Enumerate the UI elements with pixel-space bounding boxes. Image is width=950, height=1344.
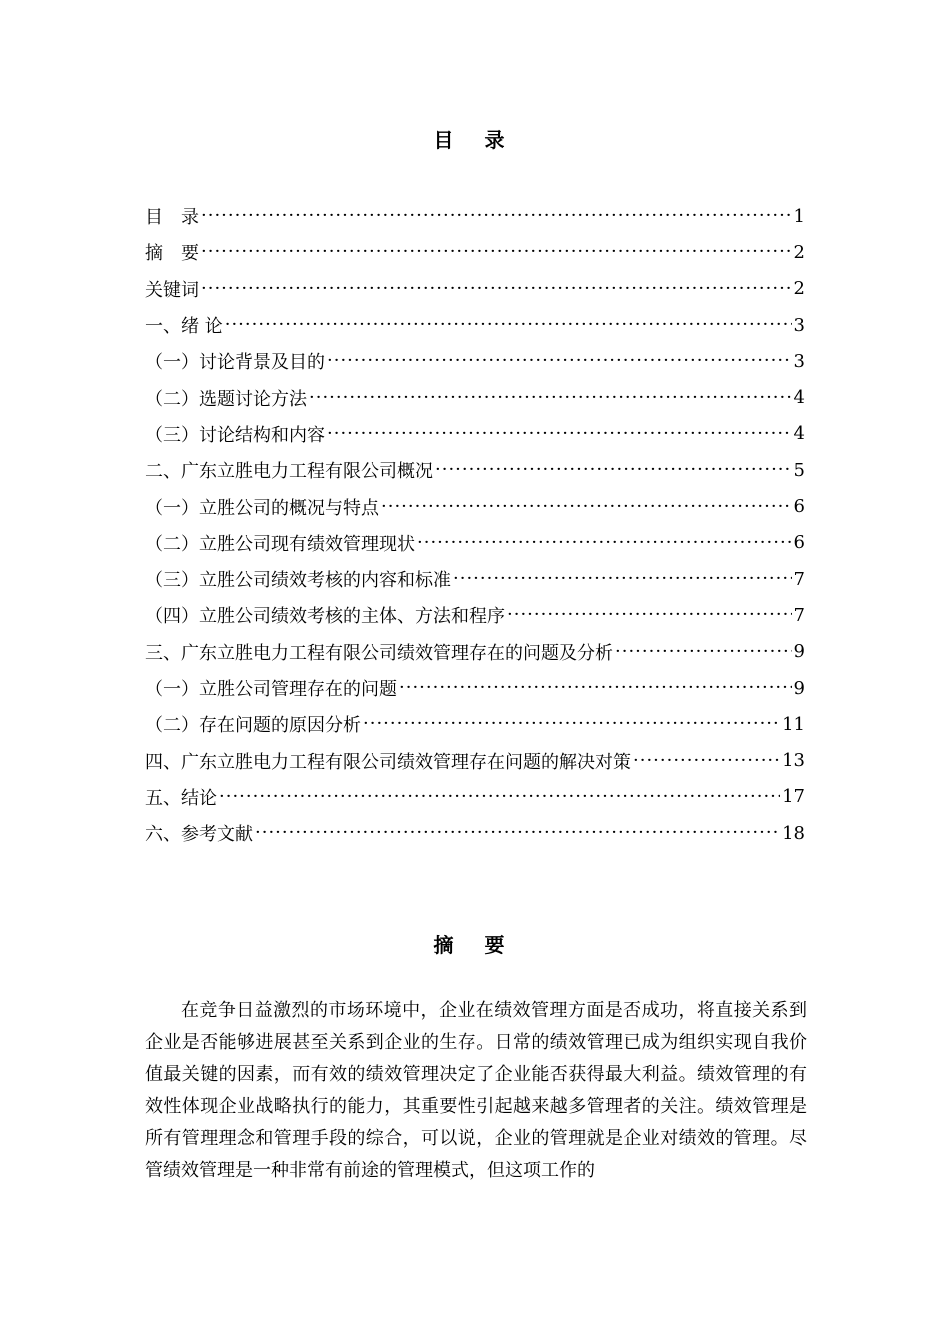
toc-entry[interactable]: [145, 343, 805, 379]
toc-entry[interactable]: [145, 379, 805, 415]
toc-entry-page: 17: [782, 786, 805, 808]
toc-leader-dots: [633, 752, 780, 770]
toc-entry-page: 5: [793, 459, 805, 481]
table-of-contents: [145, 198, 805, 851]
toc-entry-page: 13: [782, 750, 805, 772]
toc-entry-label: （三）讨论结构和内容: [145, 424, 325, 446]
toc-entry[interactable]: [145, 452, 805, 488]
toc-leader-dots: [255, 824, 780, 842]
toc-leader-dots: [327, 425, 792, 443]
toc-entry-page: 4: [793, 387, 805, 409]
toc-entry-page: 9: [793, 641, 805, 663]
toc-entry-label: 二、广东立胜电力工程有限公司概况: [145, 461, 433, 483]
toc-leader-dots: [507, 606, 792, 624]
toc-entry[interactable]: [145, 198, 805, 234]
toc-entry[interactable]: [145, 234, 805, 270]
toc-heading: 目 录: [433, 128, 517, 152]
toc-entry-label: （一）立胜公司的概况与特点: [145, 497, 379, 519]
toc-entry[interactable]: [145, 706, 805, 742]
toc-entry-page: 6: [793, 532, 805, 554]
toc-leader-dots: [219, 788, 780, 806]
toc-entry-label: （一）讨论背景及目的: [145, 352, 325, 374]
toc-entry-page: 7: [793, 604, 805, 626]
toc-entry[interactable]: [145, 670, 805, 706]
toc-entry[interactable]: [145, 561, 805, 597]
toc-entry[interactable]: [145, 779, 805, 815]
toc-entry-page: 7: [793, 568, 805, 590]
toc-leader-dots: [399, 679, 792, 697]
toc-leader-dots: [453, 570, 792, 588]
toc-entry[interactable]: [145, 742, 805, 778]
toc-entry-label: （三）立胜公司绩效考核的内容和标准: [145, 570, 451, 592]
toc-entry[interactable]: [145, 271, 805, 307]
toc-leader-dots: [201, 243, 792, 261]
toc-entry-page: 3: [793, 314, 805, 336]
toc-entry-page: 9: [793, 677, 805, 699]
toc-leader-dots: [615, 643, 792, 661]
toc-entry-label: 四、广东立胜电力工程有限公司绩效管理存在问题的解决对策: [145, 751, 631, 773]
toc-leader-dots: [309, 389, 792, 407]
toc-entry-label: 目 录: [145, 207, 199, 229]
toc-entry-label: （四）立胜公司绩效考核的主体、方法和程序: [145, 606, 505, 628]
toc-leader-dots: [381, 498, 792, 516]
toc-entry-page: 2: [793, 278, 805, 300]
toc-entry-label: 六、参考文献: [145, 824, 253, 846]
toc-entry-label: （二）立胜公司现有绩效管理现状: [145, 533, 415, 555]
toc-entry-page: 6: [793, 496, 805, 518]
toc-leader-dots: [363, 715, 780, 733]
toc-entry-page: 11: [782, 713, 805, 735]
toc-entry-label: （二）选题讨论方法: [145, 388, 307, 410]
toc-entry[interactable]: [145, 815, 805, 851]
toc-entry-page: 2: [793, 241, 805, 263]
toc-entry-label: 一、绪 论: [145, 316, 223, 338]
toc-leader-dots: [417, 534, 792, 552]
toc-entry[interactable]: [145, 416, 805, 452]
abstract-heading: 摘 要: [433, 933, 517, 957]
toc-entry-label: （二）存在问题的原因分析: [145, 715, 361, 737]
toc-entry-label: 关键词: [145, 279, 199, 301]
toc-entry-page: 3: [793, 350, 805, 372]
toc-entry[interactable]: [145, 307, 805, 343]
toc-entry-label: （一）立胜公司管理存在的问题: [145, 679, 397, 700]
toc-entry[interactable]: [145, 597, 805, 633]
toc-entry-label: 五、结论: [145, 787, 217, 809]
toc-leader-dots: [201, 280, 792, 298]
toc-leader-dots: [435, 461, 792, 479]
toc-leader-dots: [225, 316, 792, 334]
abstract-body: 在竞争日益激烈的市场环境中，企业在绩效管理方面是否成功，将直接关系到企业是否能够进展甚至关系到企业的生存。日常的绩效管理已成为组织实现自我价值最关键的因素，而有效的绩效管理决定了企业能否获得最大利益。绩效管理的有效性体现企业战略执行的能力，其重要性引起越来越多管理者的关注。绩效管理是所有管理理念和管理手段的综合，可以说，企业的管理就是企业对绩效的管理。尽管绩效管理是一种非常有前途的管理模式，但这项工作的: [145, 1000, 807, 1181]
toc-entry-page: 4: [793, 423, 805, 445]
toc-entry[interactable]: [145, 634, 805, 670]
toc-entry-page: 1: [793, 205, 805, 227]
toc-leader-dots: [327, 352, 792, 370]
toc-entry-page: 18: [782, 822, 805, 844]
toc-leader-dots: [201, 207, 792, 225]
toc-entry-label: 三、广东立胜电力工程有限公司绩效管理存在的问题及分析: [145, 642, 613, 664]
toc-entry-label: 摘 要: [145, 243, 199, 265]
toc-entry[interactable]: [145, 488, 805, 524]
toc-entry[interactable]: [145, 525, 805, 561]
